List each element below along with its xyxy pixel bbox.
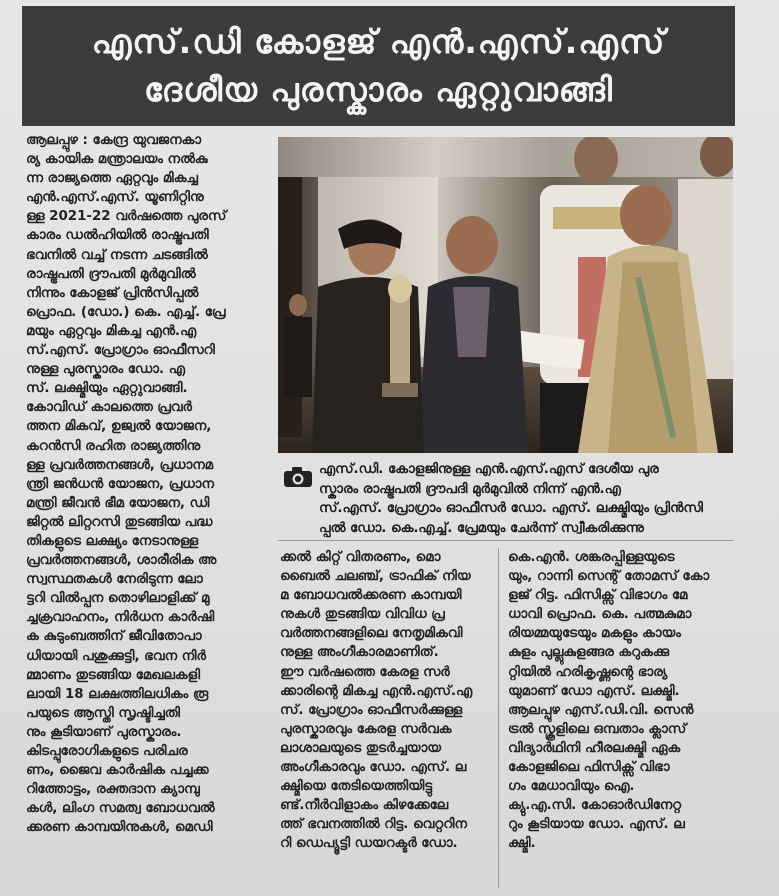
headline bbox=[22, 6, 735, 126]
headline-line-2: ദേശീയ പുരസ്കാരം ഏറ്റുവാങ്ങി bbox=[144, 70, 613, 109]
headline-line-1: എസ്.ഡി കോളജ് എൻ.എസ്.എസ് bbox=[91, 22, 666, 61]
article-column-1: ആലപ്പുഴ : കേന്ദ്ര യുവജനകാ ര്യ കായിക മന്ത്രാലയം നൽകു ന്ന രാജ്യത്തെ ഏറ്റവും മികച്ച എൻ.എസ്.എസ്. യൂണിറ്റിനു ള്ള 2021-22 വർഷത്തെ പുരസ് കാരം ഡൽഹിയിൽ രാഷ്ട്രപതി ഭവനിൽ വച്ച് നടന്ന ചടങ്ങിൽ രാഷ്ട്രപതി ദ്രൗപതി മുർമുവിൽ നിന്നും കോളജ് പ്രിൻസിപ്പൽ പ്രൊഫ. (ഡോ.) കെ. എച്ച്. പ്രേ മയും ഏറ്റവും മികച്ച എൻ.എ സ്.എസ്. പ്രോഗ്രാം ഓഫീസറി നുള്ള പുരസ്കാരം ഡോ. എ സ്. ലക്ഷ്മിയും ഏറ്റുവാങ്ങി. കോവിഡ് കാലത്തെ പ്രവർ ത്തന മികവ്, ഉജ്വൽ യോജന, കറൻസി രഹിത രാജ്യത്തിനു ള്ള പ്രവർത്തനങ്ങൾ, പ്രധാനമ ന്ത്രി ജൻധൻ യോജന, പ്രധാന മന്ത്രി ജീവൻ ഭീമ യോജന, ഡി ജിറ്റൽ ലിറ്ററസി തുടങ്ങിയ പദ്ധ തികളുടെ ലക്ഷ്യം നേടാനുള്ള പ്രവർത്തനങ്ങൾ, ശാരീരിക അ സ്വസ്ഥതകൾ നേരിടുന്ന ലോ ട്ടറി വിൽപ്പന തൊഴിലാളിക്ക് മു ച്ചക്രവാഹനം, നിർധന കാർഷി ക കുടുംബത്തിന് ജീവിതോപാ ധിയായി പശുക്കുട്ടി, ഭവന നിർ മ്മാണം തുടങ്ങിയ മേഖലകളി ലായി 18 ലക്ഷത്തിലധികം രൂ പയുടെ ആസ്തി സൃഷ്ടിച്ചതി നും കൂടിയാണ് പുരസ്കാരം. കിടപ്പുരോഗികളുടെ പരിചര ണം, ജൈവ കാർഷിക പച്ചക്ക റിത്തോട്ടം, രക്തദാന ക്യാമ്പു കൾ, ലിംഗ സമത്വ ബോധവൽ ക്കരണ കാമ്പയിനുകൾ, മെഡി bbox=[26, 133, 227, 836]
article-column-2: ക്കൽ കിറ്റ് വിതരണം, മൊ ബൈൽ ചലഞ്ച്, ട്രാഫിക് നിയ മ ബോധവൽക്കരണ കാമ്പയി നുകൾ തുടങ്ങിയ വിവിധ പ്ര വർത്തനങ്ങളിലെ നേതൃമികവി നുള്ള അംഗീകാരമാണിത്. ഈ വർഷത്തെ കേരള സർ ക്കാരിന്റെ മികച്ച എൻ.എസ്.എ സ്. പ്രോഗ്രാം ഓഫീസർക്കുള്ള പുരസ്കാരവും കേരള സർവക ലാശാലയുടെ തുടർച്ചയായ അംഗീകാരവും ഡോ. എസ്. ല ക്ഷ്മിയെ തേടിയെത്തിയിട്ടു ണ്ട്.നീർവിളാകം കിഴക്കേലേ ത്ത് ഭവനത്തിൽ റിട്ട. വെറ്ററിന റി ഡെപ്യൂട്ടി ഡയറക്ടർ ഡോ. bbox=[280, 550, 473, 852]
photo-caption: എസ്.ഡി. കോളജിനുള്ള എൻ.എസ്.എസ് ദേശീയ പുര സ്കാരം രാഷ്ട്രപതി ദ്രൗപദി മുർമുവിൽ നിന്ന് എൻ.എ സ്.എസ്. പ്രോഗ്രാം ഓഫീസർ ഡോ. എസ്. ലക്ഷ്മിയും പ്രിൻസി പ്പൽ ഡോ. കെ.എച്ച്. പ്രേമയും ചേർന്ന് സ്വീകരിക്കുന്നു bbox=[319, 462, 703, 536]
column-divider bbox=[498, 548, 499, 888]
news-photo bbox=[278, 137, 733, 453]
article-column-3: കെ.എൻ. ശങ്കരപ്പിള്ളയുടെ യും, റാന്നി സെന്റ് തോമസ് കോ ളജ് റിട്ട. ഫിസിക്സ് വിഭാഗം മേ ധാവി പ്രൊഫ. കെ. പത്മകുമാ രിയമ്മയുടേയും മകളും കായം കുളം പുല്ലുകുളങ്ങര കറുകക്കു റ്റിയിൽ ഹരികൃഷ്ണന്റെ ഭാര്യ യുമാണ് ഡോ എസ്. ലക്ഷ്മി. ആലപ്പുഴ എസ്.ഡി.വി. സെൻ ട്രൽ സ്കൂളിലെ ഒമ്പതാം ക്ലാസ് വിദ്യാർഥിനി ഹീരലക്ഷ്മി ഏക കോളജിലെ ഫിസിക്സ് വിഭാ ഗം മേധാവിയും ഐ. ക്യു.എ.സി. കോഓർഡിനേറ്റ റും കൂടിയായ ഡോ. എസ്. ല ക്ഷ്മി. bbox=[508, 550, 710, 852]
award-ceremony-photo bbox=[278, 137, 733, 453]
caption-divider bbox=[278, 540, 733, 541]
